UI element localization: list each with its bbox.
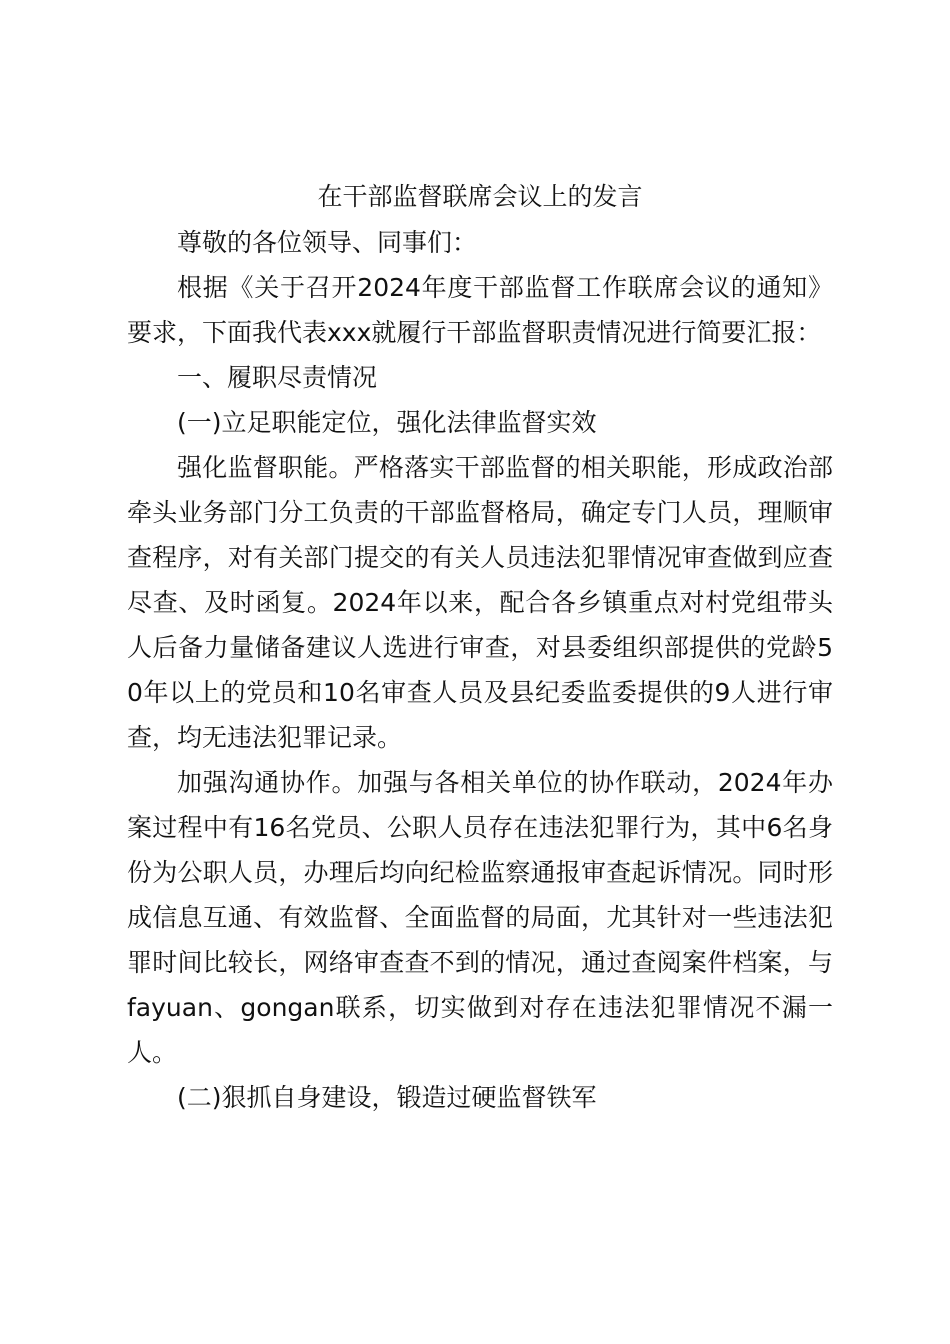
paragraph-strengthen-supervision: 强化监督职能。严格落实干部监督的相关职能，形成政治部牵头业务部门分工负责的干部监督格局，确定专门人员，理顺审查程序，对有关部门提交的有关人员违法犯罪情况审查做到应查尽查、及时函复。2024年以来，配合各乡镇重点对村党组带头人后备力量储备建议人选进行审查，对县委组织部提供的党龄50年以上的党员和10名审查人员及县纪委监委提供的9人进行审查，均无违法犯罪记录。	[127, 453, 833, 752]
document-body	[127, 174, 833, 1120]
paragraph-communication: 加强沟通协作。加强与各相关单位的协作联动，2024年办案过程中有16名党员、公职人员存在违法犯罪行为，其中6名身份为公职人员，办理后均向纪检监察通报审查起诉情况。同时形成信息互通、有效监督、全面监督的局面，尤其针对一些违法犯罪时间比较长，网络审查查不到的情况，通过查阅案件档案，与fayuan、gongan联系，切实做到对存在违法犯罪情况不漏一人。	[127, 768, 833, 1067]
salutation: 尊敬的各位领导、同事们：	[177, 228, 478, 257]
intro-paragraph: 根据《关于召开2024年度干部监督工作联席会议的通知》要求，下面我代表xxx就履行干部监督职责情况进行简要汇报：	[127, 273, 833, 347]
subsection-heading-1: (一)立足职能定位，强化法律监督实效	[177, 408, 597, 437]
document-title: 在干部监督联席会议上的发言	[317, 182, 643, 211]
subsection-heading-2: (二)狠抓自身建设，锻造过硬监督铁军	[177, 1083, 597, 1112]
section-heading-1: 一、履职尽责情况	[177, 363, 378, 392]
